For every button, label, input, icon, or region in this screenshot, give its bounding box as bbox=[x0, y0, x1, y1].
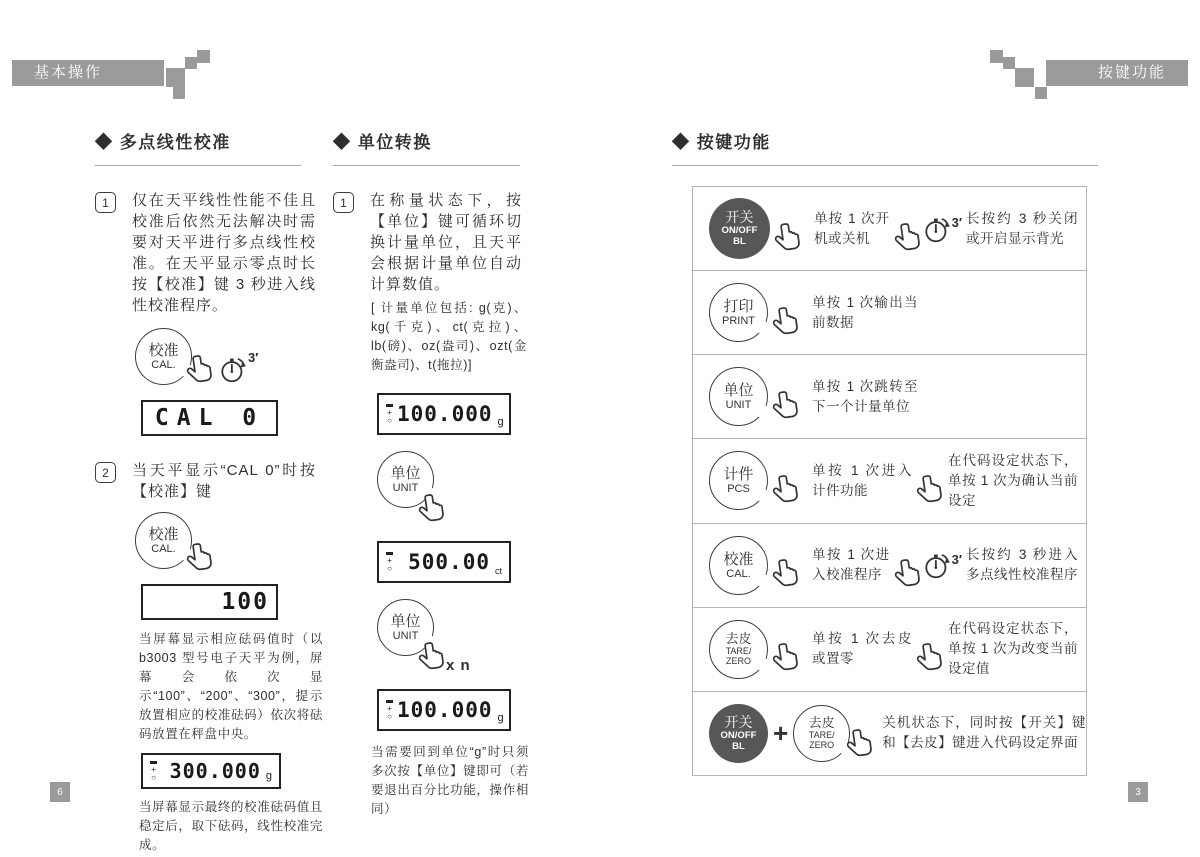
pixel-decoration bbox=[197, 50, 210, 63]
lcd-display-100g bbox=[377, 393, 511, 435]
key-label-en2: ZERO bbox=[809, 740, 835, 751]
tare-key bbox=[709, 620, 768, 679]
pcs-key bbox=[709, 451, 768, 510]
pixel-decoration bbox=[185, 57, 197, 69]
hand-pointer-icon bbox=[889, 220, 923, 258]
cal-key-label-en: CAL. bbox=[151, 543, 176, 555]
stable-indicator-icon bbox=[386, 552, 393, 555]
key-label-en2: BL bbox=[732, 740, 745, 752]
times-n-label: x n bbox=[446, 657, 471, 674]
pixel-decoration bbox=[173, 87, 185, 99]
stable-indicator-icon bbox=[150, 761, 157, 764]
key-action-long: 长按约 3 秒关闭或开启显示背光 bbox=[966, 210, 1078, 246]
table-row bbox=[693, 691, 1086, 775]
lcd-display-500ct bbox=[377, 541, 511, 583]
right-page-header: 按键功能 bbox=[1046, 60, 1188, 86]
plus-indicator: + bbox=[151, 764, 156, 774]
section-multipoint-calibration bbox=[95, 128, 330, 855]
hand-pointer-icon bbox=[768, 472, 802, 510]
unit-key-press-illustration bbox=[377, 599, 528, 675]
lcd-value: CAL 0 bbox=[154, 405, 265, 431]
lcd-value: 100 bbox=[221, 589, 269, 615]
hand-pointer-icon bbox=[912, 472, 946, 510]
key-action: 单按 1 次输出当前数据 bbox=[812, 294, 918, 330]
key-action-alt: 在代码设定状态下，单按 1 次为确认当前设定 bbox=[948, 452, 1078, 508]
key-label-en: TARE/ bbox=[725, 646, 752, 657]
hand-pointer-icon bbox=[768, 388, 802, 426]
pixel-decoration bbox=[990, 50, 1003, 63]
lcd-value: 100.000 bbox=[397, 402, 493, 426]
key-action-long: 长按约 3 秒进入多点线性校准程序 bbox=[966, 547, 1078, 583]
unit-key-label-cn: 单位 bbox=[390, 465, 421, 482]
key-label-en: UNIT bbox=[725, 399, 752, 412]
hand-pointer-icon bbox=[768, 556, 802, 594]
section-unit-conversion bbox=[333, 128, 528, 819]
table-row bbox=[693, 270, 1086, 354]
unit-key bbox=[709, 367, 768, 426]
cal-key-press-illustration bbox=[135, 328, 330, 388]
key-functions-table bbox=[692, 186, 1087, 776]
key-action-alt: 在代码设定状态下，单按 1 次为改变当前设定值 bbox=[948, 621, 1078, 677]
table-row bbox=[693, 523, 1086, 607]
timer-label: 3′ bbox=[248, 350, 259, 365]
hand-pointer-icon bbox=[768, 304, 802, 342]
cal-key-press-illustration bbox=[135, 512, 330, 576]
lcd-display-100 bbox=[141, 584, 278, 620]
key-label-cn: 去皮 bbox=[725, 631, 752, 647]
key-label-en2: BL bbox=[733, 236, 746, 248]
key-combo bbox=[709, 704, 874, 763]
pixel-decoration bbox=[1003, 57, 1015, 69]
pixel-decoration bbox=[1015, 68, 1034, 87]
completion-note: 当屏幕显示最终的校准砝码值且稳定后，取下砝码，线性校准完成。 bbox=[139, 800, 323, 852]
step-2 bbox=[95, 460, 330, 502]
unit-key-label-en: UNIT bbox=[392, 630, 419, 642]
pixel-decoration bbox=[166, 68, 185, 87]
lcd-unit: ct bbox=[494, 566, 502, 576]
step-text: 在称量状态下，按【单位】键可循环切换计量单位，且天平会根据计量单位自动计算数值。 bbox=[370, 192, 522, 293]
key-label-cn: 计件 bbox=[723, 466, 754, 484]
key-label-en: PCS bbox=[727, 483, 750, 496]
step-1 bbox=[333, 190, 528, 295]
key-action: 单按 1 次开机或关机 bbox=[814, 210, 890, 246]
step-number-badge: 1 bbox=[95, 192, 116, 213]
lcd-indicators bbox=[150, 761, 157, 782]
plus-indicator: + bbox=[387, 407, 392, 417]
stable-indicator-icon bbox=[386, 700, 393, 703]
onoff-key bbox=[709, 198, 770, 259]
zero-indicator: ○ bbox=[151, 772, 156, 782]
page-number-left: 6 bbox=[50, 782, 70, 802]
lcd-unit: g bbox=[497, 416, 504, 428]
hand-pointer-icon bbox=[889, 556, 923, 594]
step-number-badge: 2 bbox=[95, 462, 116, 483]
plus-indicator: + bbox=[387, 555, 392, 565]
zero-indicator: ○ bbox=[387, 711, 392, 721]
step-1 bbox=[95, 190, 330, 316]
plus-sign: + bbox=[773, 717, 789, 748]
hand-pointer-icon bbox=[182, 352, 216, 390]
long-press-group bbox=[890, 202, 1086, 256]
return-to-g-note: 当需要回到单位“g”时只须多次按【单位】键即可（若要退出百分比功能，操作相同） bbox=[371, 745, 529, 816]
key-action: 单按 1 次进入计件功能 bbox=[812, 462, 912, 498]
hand-pointer-icon bbox=[414, 491, 448, 529]
units-list-note: [ 计量单位包括: g(克)、kg(千克)、ct(克拉)、lb(磅)、oz(盎司)、ozt(金衡盎司)、t(拖拉)] bbox=[371, 301, 527, 372]
step-text: 仅在天平线性性能不佳且校准后依然无法解决时需要对天平进行多点线性校准。在天平显示零点时长按【校准】键 3 秒进入线性校准程序。 bbox=[132, 192, 316, 314]
long-press-group bbox=[890, 538, 1086, 592]
section-title: ◆ 单位转换 bbox=[333, 128, 520, 166]
section-title: ◆ 按键功能 bbox=[672, 128, 1098, 166]
lcd-unit: g bbox=[265, 770, 272, 782]
timer-3s-icon bbox=[922, 214, 954, 244]
left-page-header: 基本操作 bbox=[12, 60, 164, 86]
table-row bbox=[693, 438, 1086, 522]
key-label-cn: 校准 bbox=[723, 550, 754, 568]
key-action: 单按 1 次跳转至下一个计量单位 bbox=[812, 378, 918, 414]
onoff-key bbox=[709, 704, 768, 763]
lcd-value: 300.000 bbox=[169, 759, 261, 783]
step-number-badge: 1 bbox=[333, 192, 354, 213]
key-label-cn: 单位 bbox=[723, 382, 754, 400]
table-row bbox=[693, 354, 1086, 438]
lcd-display-300g bbox=[141, 753, 281, 789]
hand-pointer-icon bbox=[770, 220, 804, 258]
timer-3s-icon bbox=[218, 354, 250, 384]
unit-key-label-en: UNIT bbox=[392, 482, 419, 494]
page-number-right: 3 bbox=[1128, 782, 1148, 802]
section-title: ◆ 多点线性校准 bbox=[95, 128, 301, 166]
timer-label: 3′ bbox=[951, 215, 962, 231]
lcd-display-cal0 bbox=[141, 400, 278, 436]
hand-pointer-icon bbox=[912, 640, 946, 678]
pixel-decoration bbox=[1035, 87, 1047, 99]
lcd-indicators bbox=[386, 700, 393, 721]
hand-pointer-icon bbox=[414, 639, 448, 677]
plus-indicator: + bbox=[387, 703, 392, 713]
cal-key-label-cn: 校准 bbox=[148, 342, 179, 359]
unit-key-press-illustration bbox=[377, 451, 528, 527]
key-label-en: PRINT bbox=[722, 315, 755, 328]
step-text: 当天平显示“CAL 0”时按【校准】键 bbox=[132, 462, 316, 500]
zero-indicator: ○ bbox=[387, 563, 392, 573]
key-label-en: CAL. bbox=[726, 567, 751, 580]
hand-pointer-icon bbox=[182, 540, 216, 578]
key-label-en: ON/OFF bbox=[721, 225, 758, 237]
key-label-en: ON/OFF bbox=[720, 729, 757, 741]
key-action: 单按 1 次去皮或置零 bbox=[812, 631, 912, 667]
lcd-value: 100.000 bbox=[397, 698, 493, 722]
table-row bbox=[693, 607, 1086, 691]
key-action: 单按 1 次进入校准程序 bbox=[812, 547, 890, 583]
print-key bbox=[709, 283, 768, 342]
timer-3s-icon bbox=[922, 550, 954, 580]
code-mode-group bbox=[912, 451, 1086, 511]
section-key-functions bbox=[672, 128, 1098, 776]
table-row bbox=[693, 187, 1086, 270]
key-label-cn: 打印 bbox=[723, 298, 754, 316]
zero-indicator: ○ bbox=[387, 415, 392, 425]
lcd-indicators bbox=[386, 404, 393, 425]
key-label-cn: 开关 bbox=[724, 713, 753, 730]
code-mode-group bbox=[912, 619, 1086, 679]
key-label-cn: 去皮 bbox=[808, 715, 835, 731]
hand-pointer-icon bbox=[842, 726, 876, 764]
key-action: 关机状态下，同时按【开关】键和【去皮】键进入代码设定界面 bbox=[882, 715, 1086, 751]
key-label-en: TARE/ bbox=[808, 730, 835, 741]
key-label-en2: ZERO bbox=[725, 656, 751, 667]
lcd-indicators bbox=[386, 552, 393, 573]
lcd-value: 500.00 bbox=[408, 550, 490, 574]
cal-key bbox=[709, 536, 768, 595]
cal-key-label-cn: 校准 bbox=[148, 526, 179, 543]
timer-label: 3′ bbox=[951, 551, 962, 567]
key-label-cn: 开关 bbox=[725, 209, 754, 226]
lcd-display-100g bbox=[377, 689, 511, 731]
stable-indicator-icon bbox=[386, 404, 393, 407]
unit-key-label-cn: 单位 bbox=[390, 613, 421, 630]
weights-note: 当屏幕显示相应砝码值时（以 b3003 型号电子天平为例，屏幕会依次显示“100”、“200”、“300”，提示放置相应的校准砝码）依次将砝码放置在秤盘中央。 bbox=[139, 632, 323, 741]
lcd-unit: g bbox=[497, 712, 504, 724]
hand-pointer-icon bbox=[768, 640, 802, 678]
cal-key-label-en: CAL. bbox=[151, 359, 176, 371]
